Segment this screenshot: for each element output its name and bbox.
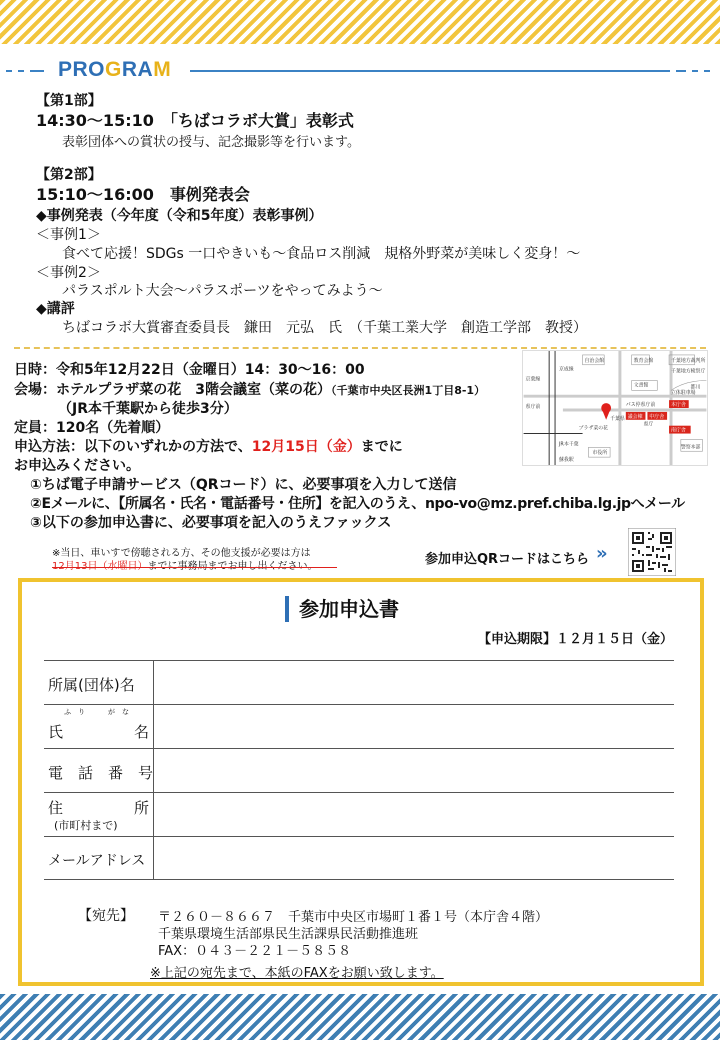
form-label xyxy=(44,705,154,748)
part2-time-title: 15:10～16:00 事例発表会 xyxy=(36,185,250,204)
bottom-stripe-decoration xyxy=(0,994,720,1040)
map-label: 自治会館 xyxy=(584,357,605,364)
top-stripe-decoration xyxy=(0,0,720,44)
map-label: 立体駐車場 xyxy=(671,390,696,397)
label-address-right: 所 xyxy=(134,799,150,817)
venue-access: （JR本千葉駅から徒歩3分） xyxy=(58,401,238,417)
review-label: ◆講評 xyxy=(36,301,75,317)
map-label: 教育会館 xyxy=(633,357,654,364)
map-label: プラザ菜の花 xyxy=(578,425,609,432)
note-line1: ※当日、車いすで傍聴される方、その他支援が必要は方は xyxy=(52,548,311,559)
address-line3: FAX：０４３－２２１－５８５８ xyxy=(158,944,352,959)
dash-decoration xyxy=(676,70,686,72)
program-header xyxy=(0,58,720,84)
address-label: 【宛先】 xyxy=(78,908,134,924)
method-1: ①ちば電子申請サービス（QRコード）に、必要事項を入力して送信 xyxy=(30,477,457,493)
form-label xyxy=(44,661,154,704)
case2-label: ＜事例2＞ xyxy=(36,265,101,281)
ruby-right: が な xyxy=(108,708,129,716)
label-organization: 所属(団体)名 xyxy=(48,676,135,694)
form-table xyxy=(44,660,674,880)
map-label: 千葉地方裁判所 xyxy=(671,357,706,364)
review-text: ちばコラボ大賞審査委員長 鎌田 元弘 氏 （千葉工業大学 創造工学部 教授） xyxy=(62,320,587,336)
dash-decoration xyxy=(30,70,44,72)
dash-decoration xyxy=(18,70,24,72)
map-label: 警察本部 xyxy=(680,444,701,451)
form-label xyxy=(44,793,154,836)
note-line2 xyxy=(52,557,317,572)
apply-method-cont: お申込みください。 xyxy=(14,458,140,474)
form-row-name xyxy=(44,704,674,748)
ruby-left: ふ り xyxy=(64,708,85,716)
organization-field[interactable] xyxy=(154,661,674,704)
event-datetime: 日時：令和5年12月22日（金曜日）14：30～16：00 xyxy=(14,362,365,378)
dash-decoration xyxy=(692,70,698,72)
part2-heading: ◆事例発表（今年度（令和5年度）表彰事例） xyxy=(36,208,323,224)
form-row-address xyxy=(44,792,674,836)
form-title: 参加申込書 xyxy=(285,596,399,622)
map-label: JR本千葉 xyxy=(558,441,579,448)
map-label: 県庁前 xyxy=(525,404,541,410)
form-row-email xyxy=(44,836,674,880)
address-line2: 千葉県環境生活部県民生活課県民活動推進班 xyxy=(158,927,419,942)
map-label: 文書館 xyxy=(633,382,649,389)
form-row-organization xyxy=(44,660,674,704)
note-rest: までに事務局までお申し出ください。 xyxy=(147,561,318,572)
venue-map xyxy=(522,350,708,466)
form-deadline: 【申込期限】１２月１５日（金） xyxy=(478,632,674,647)
map-label: 本庁舎 xyxy=(671,402,686,409)
apply-method-text: 申込方法：以下のいずれかの方法で、 xyxy=(14,439,252,455)
apply-deadline: 12月15日（金） xyxy=(251,439,361,455)
map-label: 南庁舎 xyxy=(671,427,686,434)
part2-label: 【第2部】 xyxy=(36,167,102,183)
method-2: ②Eメールに、【所属名・氏名・電話番号・住所】を記入のうえ、npo-vo@mz.pref.chiba.lg.jpへメール xyxy=(30,496,685,512)
part1-time-title: 14:30～15:10 「ちばコラボ大賞」表彰式 xyxy=(36,111,354,130)
section-divider xyxy=(14,347,706,349)
map-label: 蘇我駅 xyxy=(558,457,574,464)
map-label: 千葉県 xyxy=(610,415,625,422)
qr-code[interactable] xyxy=(628,528,676,576)
chevron-right-icon: » xyxy=(596,543,608,564)
map-label: 都川 xyxy=(690,384,701,391)
case1-label: ＜事例1＞ xyxy=(36,227,101,243)
map-label: 千葉地方検察庁 xyxy=(671,368,706,375)
apply-method-suffix: までに xyxy=(360,439,403,455)
dash-decoration xyxy=(704,70,710,72)
event-capacity: 定員：120名（先着順） xyxy=(14,420,170,436)
map-label: パス停県庁前 xyxy=(625,402,656,409)
address-line1: 〒２６０－８６６７ 千葉市中央区市場町１番１号（本庁舎４階） xyxy=(158,910,549,925)
form-row-phone xyxy=(44,748,674,792)
map-label: 京成線 xyxy=(558,366,574,373)
map-label: 市役所 xyxy=(592,450,608,457)
phone-field[interactable] xyxy=(154,749,674,792)
dash-decoration xyxy=(6,70,12,72)
part1-label: 【第1部】 xyxy=(36,93,102,109)
case2-text: パラスポルト大会～パラスポーツをやってみよう～ xyxy=(62,283,383,299)
address-field[interactable] xyxy=(154,793,674,836)
venue-name: 会場：ホテルプラザ菜の花 3階会議室（菜の花） xyxy=(14,382,332,398)
label-email: メールアドレス xyxy=(48,853,146,869)
map-label: 京葉線 xyxy=(525,376,541,383)
case1-text: 食べて応援！SDGs 一口やきいも～食品ロス削減 規格外野菜が美味しく変身！～ xyxy=(62,246,581,262)
label-name-left: 氏 xyxy=(48,723,64,741)
label-address-sub: (市町村まで) xyxy=(54,819,118,832)
label-name-right: 名 xyxy=(134,723,150,741)
event-venue xyxy=(14,379,485,399)
label-address-left: 住 xyxy=(48,799,64,817)
footer-note: ※上記の宛先まで、本紙のFAXをお願い致します。 xyxy=(150,966,444,981)
venue-address: （千葉市中央区長洲1丁目8-1） xyxy=(331,384,486,397)
email-field[interactable] xyxy=(154,837,674,879)
apply-method xyxy=(14,436,403,456)
name-field[interactable] xyxy=(154,705,674,748)
method-3: ③以下の参加申込書に、必要事項を記入のうえファックス xyxy=(30,515,392,531)
form-label xyxy=(44,837,154,879)
map-label: 中庁舎 xyxy=(649,413,665,420)
qr-label: 参加申込QRコードはこちら xyxy=(425,552,590,567)
form-label xyxy=(44,749,154,792)
map-label: 県庁 xyxy=(643,421,654,428)
part1-desc: 表彰団体への賞状の授与、記念撮影等を行います。 xyxy=(62,135,360,150)
note-deadline: 12月13日（水曜日） xyxy=(52,561,148,572)
label-phone: 電 話 番 号 xyxy=(48,764,154,782)
note-underline xyxy=(52,567,337,568)
map-label: 議会棟 xyxy=(627,413,643,420)
program-title: PROGRAM xyxy=(58,58,172,81)
program-line xyxy=(190,70,670,72)
